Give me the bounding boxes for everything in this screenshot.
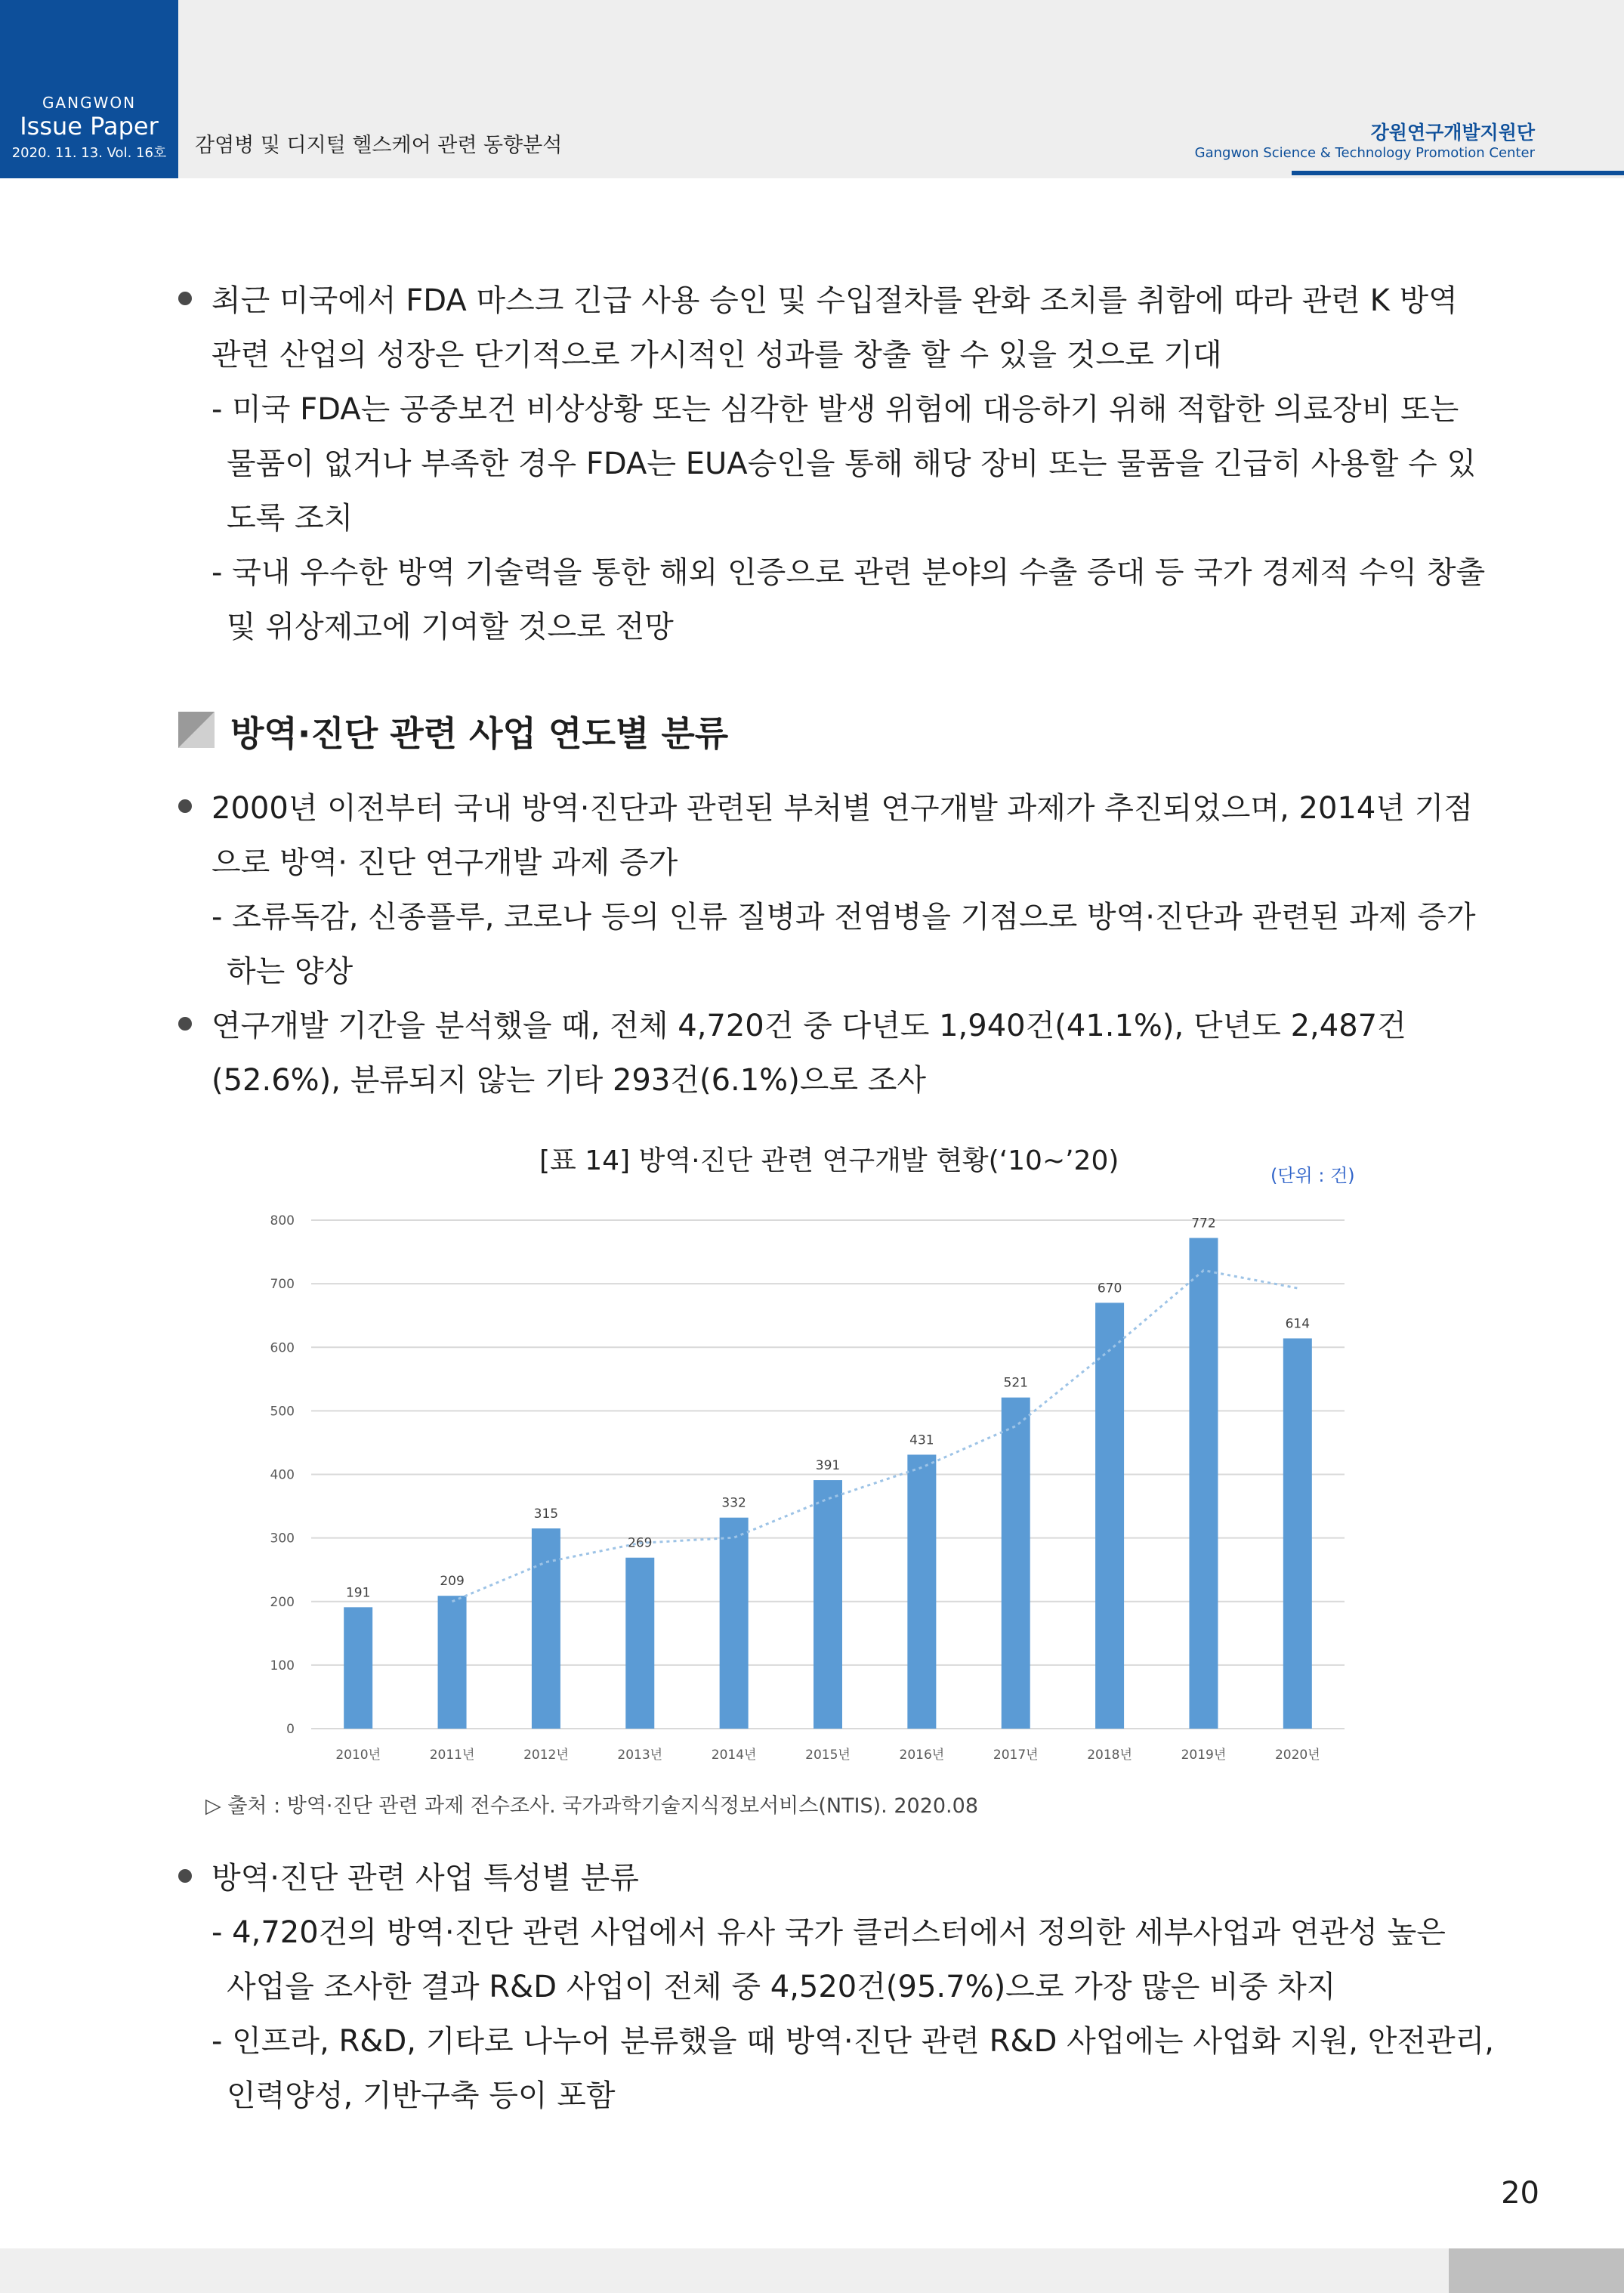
y-tick-label: 500 — [270, 1404, 295, 1420]
bar — [907, 1454, 936, 1729]
unit-label: (단위 : 건) — [1270, 1165, 1355, 1186]
page-number: 20 — [1501, 2176, 1539, 2211]
data-label: 521 — [1003, 1375, 1028, 1391]
brand-logo — [0, 0, 178, 178]
brand-issue-date: 2020. 11. 13. Vol. 16호 — [11, 145, 167, 161]
rd-count-bar-chart — [257, 1200, 1375, 1774]
x-tick-label: 2015년 — [805, 1748, 851, 1763]
section-square-icon — [178, 712, 215, 748]
bar — [1283, 1338, 1312, 1729]
bar — [625, 1558, 654, 1729]
sub-item-line: 도록 조치 — [227, 501, 354, 536]
sub-item-line: - 미국 FDA는 공중보건 비상상황 또는 심각한 발생 위험에 대응하기 위해 적합한 의료장비 또는 — [211, 392, 1459, 427]
brand-top-text: GANGWON — [42, 94, 137, 112]
sub-item-line: - 국내 우수한 방역 기술력을 통한 해외 인증으로 관련 분야의 수출 증대 등 국가 경제적 수익 창출 — [211, 555, 1486, 590]
x-tick-label: 2016년 — [899, 1748, 945, 1763]
paragraph-line: 2000년 이전부터 국내 방역·진단과 관련된 부처별 연구개발 과제가 추진되었으며, 2014년 기점 — [211, 791, 1473, 826]
trend-line — [452, 1270, 1298, 1601]
paragraph-line: 으로 방역· 진단 연구개발 과제 증가 — [211, 845, 678, 880]
org-name-korean: 강원연구개발지원단 — [1370, 122, 1535, 144]
data-label: 614 — [1285, 1316, 1311, 1332]
y-tick-label: 200 — [270, 1594, 295, 1610]
y-tick-label: 0 — [286, 1722, 295, 1737]
paragraph-line: 최근 미국에서 FDA 마스크 긴급 사용 승인 및 수입절차를 완화 조치를 취함에 따라 관련 K 방역 — [211, 283, 1458, 318]
x-tick-label: 2017년 — [993, 1748, 1039, 1763]
x-tick-label: 2019년 — [1181, 1748, 1227, 1763]
x-tick-label: 2020년 — [1274, 1748, 1320, 1763]
bullet-icon — [178, 1017, 192, 1031]
table-caption: [표 14] 방역·진단 관련 연구개발 현황(‘10~’20) — [539, 1145, 1119, 1176]
data-label: 772 — [1191, 1216, 1216, 1231]
sub-item-line: 물품이 없거나 부족한 경우 FDA는 EUA승인을 통해 해당 장비 또는 물품을 긴급히 사용할 수 있 — [227, 447, 1477, 481]
footer-accent — [1449, 2248, 1624, 2293]
bar — [720, 1518, 749, 1729]
source-note: ▷ 출처 : 방역·진단 관련 과제 전수조사. 국가과학기술지식정보서비스(NTIS). 2020.08 — [205, 1794, 978, 1818]
bullet-icon — [178, 292, 192, 305]
y-tick-label: 600 — [270, 1340, 295, 1356]
data-label: 269 — [628, 1535, 653, 1551]
sub-item-line: - 4,720건의 방역·진단 관련 사업에서 유사 국가 클러스터에서 정의한 세부사업과 연관성 높은 — [211, 1915, 1446, 1950]
bar — [532, 1528, 560, 1729]
paragraph-line: 연구개발 기간을 분석했을 때, 전체 4,720건 중 다년도 1,940건(41.1%), 단년도 2,487건 — [211, 1009, 1406, 1043]
bullet-icon — [178, 799, 192, 813]
brand-mid-text: Issue Paper — [20, 112, 159, 141]
sub-item-line: 인력양성, 기반구축 등이 포함 — [227, 2078, 616, 2113]
y-tick-label: 800 — [270, 1213, 295, 1228]
sub-item-line: - 인프라, R&D, 기타로 나누어 분류했을 때 방역·진단 관련 R&D 사업에는 사업화 지원, 안전관리, — [211, 2024, 1494, 2059]
y-tick-label: 400 — [270, 1467, 295, 1483]
paragraph-line: 방역·진단 관련 사업 특성별 분류 — [211, 1861, 639, 1896]
data-label: 670 — [1097, 1281, 1122, 1296]
sub-item-line: - 조류독감, 신종플루, 코로나 등의 인류 질병과 전염병을 기점으로 방역·진단과 관련된 과제 증가 — [211, 900, 1476, 935]
bar — [814, 1480, 842, 1729]
page-footer — [0, 2248, 1624, 2293]
sub-item-line: 하는 양상 — [227, 954, 354, 989]
x-tick-label: 2011년 — [429, 1748, 475, 1763]
sub-item-line: 및 위상제고에 기여할 것으로 전망 — [227, 610, 674, 644]
y-tick-label: 700 — [270, 1277, 295, 1293]
data-label: 332 — [721, 1495, 746, 1511]
org-name-english: Gangwon Science & Technology Promotion Center — [1194, 145, 1535, 161]
x-tick-label: 2010년 — [335, 1748, 381, 1763]
bar — [438, 1596, 467, 1729]
bar — [344, 1607, 372, 1729]
bar — [1189, 1238, 1218, 1729]
header-title: 감염병 및 디지털 헬스케어 관련 동향분석 — [195, 134, 563, 157]
bar — [1002, 1398, 1030, 1729]
bullet-icon — [178, 1869, 192, 1883]
paragraph-line: 관련 산업의 성장은 단기적으로 가시적인 성과를 창출 할 수 있을 것으로 기대 — [211, 338, 1222, 372]
data-label: 391 — [815, 1458, 841, 1474]
data-label: 315 — [533, 1507, 559, 1522]
x-tick-label: 2012년 — [523, 1748, 569, 1763]
x-tick-label: 2013년 — [617, 1748, 663, 1763]
y-tick-label: 300 — [270, 1531, 295, 1547]
section-title: 방역·진단 관련 사업 연도별 분류 — [230, 713, 729, 754]
header-accent-line — [1292, 171, 1624, 175]
data-label: 431 — [909, 1432, 934, 1448]
sub-item-line: 사업을 조사한 결과 R&D 사업이 전체 중 4,520건(95.7%)으로 가장 많은 비중 차지 — [227, 1970, 1336, 2004]
data-label: 209 — [440, 1574, 465, 1590]
x-tick-label: 2014년 — [711, 1748, 757, 1763]
bar — [1095, 1303, 1124, 1729]
y-tick-label: 100 — [270, 1658, 295, 1673]
x-tick-label: 2018년 — [1087, 1748, 1132, 1763]
data-label: 191 — [345, 1585, 371, 1601]
paragraph-line: (52.6%), 분류되지 않는 기타 293건(6.1%)으로 조사 — [211, 1063, 927, 1098]
